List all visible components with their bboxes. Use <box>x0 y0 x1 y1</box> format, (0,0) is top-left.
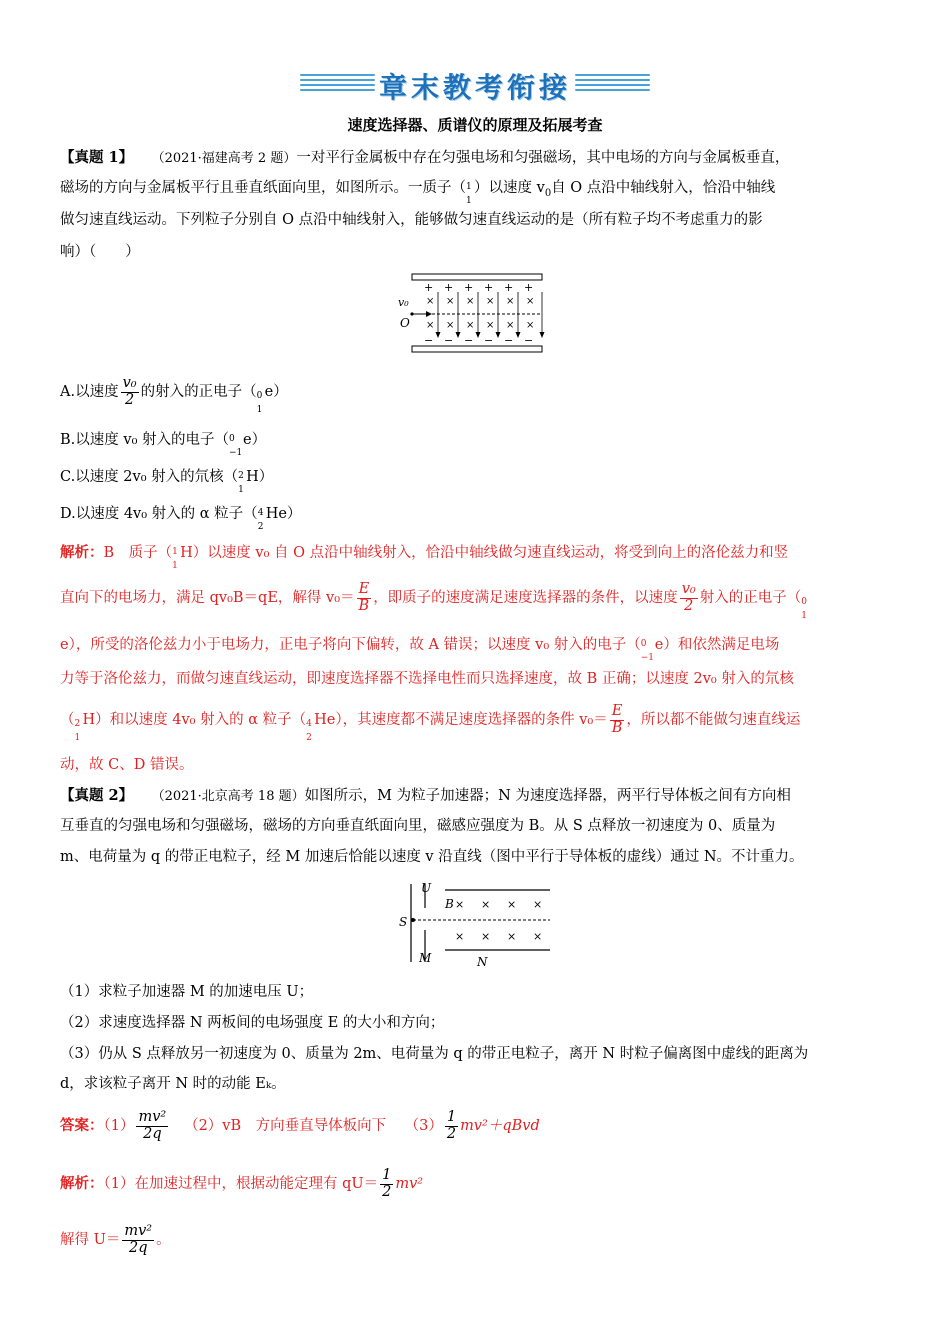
n-label: N <box>477 955 488 969</box>
q1-analysis-l6: 动，故 C、D 错误。 <box>60 757 194 773</box>
alpha-nuclide: 4 2 <box>257 508 264 532</box>
option-b-nuc: e） <box>243 432 267 448</box>
positron-nuclide: 0 1 <box>256 391 263 415</box>
option-a-nuc: e） <box>264 384 288 400</box>
magnetic-cross: × <box>426 296 435 307</box>
u-label: U <box>421 881 432 895</box>
q1-stem-line-1 <box>60 142 890 174</box>
s-label: S <box>399 915 408 929</box>
option-b-text: B.以速度 v₀ 射入的电子（ <box>60 432 229 448</box>
option-d-nuc: He） <box>265 506 302 522</box>
q1-analysis-line-2 <box>60 578 890 621</box>
m-label: M <box>419 951 432 965</box>
q1-analysis-label: 解析： <box>60 544 104 561</box>
banner-right-stripes <box>575 74 650 96</box>
v0-label: v₀ <box>398 296 409 309</box>
q1-velocity-selector-figure <box>392 272 552 356</box>
magnetic-cross: × <box>455 898 465 911</box>
field-arrowhead <box>436 332 441 338</box>
electron-nuclide-2: 0 −1 <box>640 639 655 663</box>
q2-part-3a: （3）仍从 S 点释放另一初速度为 0、质量为 2m、电荷量为 q 的带正电粒子，离开 N 时粒子偏离图中虚线的距离为 <box>60 1046 809 1062</box>
q1-analysis-l5d: ，所以都不能做匀速直线运 <box>626 712 801 728</box>
point-o <box>410 312 413 315</box>
option-c-nuc: H） <box>246 469 274 485</box>
magnetic-cross: × <box>466 320 475 331</box>
q2-part-2: （2）求速度选择器 N 两板间的电场强度 E 的大小和方向； <box>60 1015 445 1031</box>
q1-option-c[interactable] <box>60 462 890 493</box>
q1-analysis-l4: 力等于洛伦兹力，而做匀速直线运动，即速度选择器不选择电性而只选择速度，故 B 正确；以速度 2v₀ 射入的氘核 <box>60 671 794 687</box>
q1-analysis-l1b: H）以速度 v₀ 自 O 点沿中轴线射入，恰沿中轴线做匀速直线运动，将受到向上的洛伦兹力和竖 <box>180 545 789 561</box>
q2-analysis-den-2: 2q <box>128 1239 148 1256</box>
option-a-frac-den: 2 <box>124 391 135 408</box>
q2-analysis-num-2: mv² <box>124 1222 153 1239</box>
e-over-b-fraction-2 <box>610 704 625 737</box>
option-d-text: D.以速度 4v₀ 射入的 α 粒子（ <box>60 506 258 522</box>
answer-3-fraction <box>445 1110 458 1143</box>
q1-analysis-l5b: H）和以速度 4v₀ 射入的 α 粒子（ <box>82 712 307 728</box>
q2-answer <box>60 1104 890 1148</box>
q2-analysis-num-1: 1 <box>382 1166 392 1183</box>
plus-sign: + <box>504 281 514 294</box>
minus-sign: − <box>484 334 494 347</box>
proton-nuclide-2: 1 1 <box>172 547 178 571</box>
frac-v0: v₀ <box>681 580 696 597</box>
q1-analysis-l3b: e）和依然满足电场 <box>654 637 780 653</box>
q1-analysis-l5a: （ <box>60 712 75 728</box>
banner-left-stripes <box>300 74 375 96</box>
magnetic-cross: × <box>506 296 515 307</box>
q1-stem-e: 做匀速直线运动。下列粒子分别自 O 点沿中轴线射入，能够做匀速直线运动的是（所有粒子均不考虑重力的影 <box>60 212 763 228</box>
magnetic-cross: × <box>533 898 543 911</box>
top-plate <box>412 274 542 280</box>
plus-sign: + <box>424 281 434 294</box>
q2-analysis-line-1 <box>60 1162 890 1206</box>
q2-stem-a: 如图所示，M 为粒子加速器；N 为速度选择器，两平行导体板之间有方向相 <box>304 788 791 804</box>
q1-stem-line-2: 磁场的方向与金属板平行且垂直纸面向里，如图所示。一质子（ 1 1 ）以速度 $v_0$自 O 点沿中轴线射入，恰沿中轴线 <box>60 180 776 206</box>
option-a-post: 的射入的正电子（ <box>140 384 257 400</box>
q2-stem-b: 互垂直的匀强电场和匀强磁场，磁场的方向垂直纸面向里，磁感应强度为 B。从 S 点释放一初速度为 0、质量为 <box>60 818 776 834</box>
q1-stem-f: 响）（ ） <box>60 244 140 260</box>
magnetic-cross: × <box>486 320 495 331</box>
magnetic-cross: × <box>481 898 491 911</box>
proton-nuclide: 1 1 <box>466 182 472 206</box>
q1-analysis-l5c: He），其速度都不满足速度选择器的条件 v₀＝ <box>314 712 608 728</box>
q1-stem-a: 一对平行金属板中存在匀强电场和匀强磁场，其中电场的方向与金属板垂直， <box>296 150 790 166</box>
magnetic-cross: × <box>455 930 465 943</box>
frac-e: E <box>357 582 372 599</box>
q1-option-a[interactable] <box>60 372 890 415</box>
q1-label: 【真题 1】 <box>60 149 134 166</box>
q1-analysis-line-5 <box>60 700 890 743</box>
magnetic-cross: × <box>506 320 515 331</box>
q2-part-1: （1）求粒子加速器 M 的加速电压 U； <box>60 984 314 1000</box>
q1-stem-b: 磁场的方向与金属板平行且垂直纸面向里，如图所示。一质子（ <box>60 180 466 196</box>
deuteron-nuclide-2: 2 1 <box>74 719 81 743</box>
minus-sign: − <box>464 334 474 347</box>
banner-title: 章末教考衔接 <box>378 71 571 104</box>
q1-analysis-l1: B 质子（ <box>103 545 173 561</box>
q2-analysis-post-1: mv² <box>395 1176 424 1192</box>
magnetic-cross: × <box>507 930 517 943</box>
q1-analysis-l2a: 直向下的电场力，满足 qv₀B＝qE，解得 v₀＝ <box>60 590 355 606</box>
magnetic-cross: × <box>526 296 535 307</box>
magnetic-cross: × <box>426 320 435 331</box>
option-c-text: C.以速度 2v₀ 射入的氘核（ <box>60 469 239 485</box>
magnetic-cross: × <box>507 898 517 911</box>
magnetic-cross: × <box>533 930 543 943</box>
q1-analysis-l3: e），所受的洛伦兹力小于电场力，正电子将向下偏转，故 A 错误；以速度 v₀ 射入的电子（ <box>60 637 641 653</box>
answer-3-num: 1 <box>446 1108 457 1125</box>
q2-stem-c: m、电荷量为 q 的带正电粒子，经 M 加速后恰能以速度 v 沿直线（图中平行于导体板的虚线）通过 N。不计重力。 <box>60 849 804 865</box>
answer-1-prefix: （1） <box>103 1118 135 1134</box>
q2-analysis-fraction-2 <box>122 1224 154 1257</box>
section-subtitle: 速度选择器、质谱仪的原理及拓展考查 <box>347 116 603 134</box>
field-arrowhead <box>476 332 481 338</box>
q2-analysis-l1: （1）在加速过程中，根据动能定理有 qU＝ <box>103 1176 379 1192</box>
answer-label: 答案： <box>60 1117 104 1134</box>
magnetic-cross: × <box>446 296 455 307</box>
alpha-nuclide-2: 4 2 <box>306 719 312 743</box>
q1-analysis-l2c: 射入的正电子（ <box>699 590 802 606</box>
plus-sign: + <box>464 281 474 294</box>
deuteron-nuclide: 2 1 <box>238 471 244 495</box>
e-over-b-fraction <box>357 582 372 615</box>
q2-analysis-line-2 <box>60 1218 890 1262</box>
answer-1-fraction <box>136 1110 168 1143</box>
minus-sign: − <box>444 334 454 347</box>
answer-2: （2）vB 方向垂直导体板向下 <box>184 1118 387 1134</box>
q2-part-3b: d，求该粒子离开 N 时的动能 Eₖ。 <box>60 1076 286 1092</box>
option-a-prefix: A.以速度 <box>60 384 119 400</box>
magnetic-cross: × <box>466 296 475 307</box>
q2-analysis-fraction-1 <box>380 1168 393 1201</box>
frac-2: 2 <box>684 597 694 614</box>
q1-option-d[interactable] <box>60 499 890 530</box>
q2-accelerator-selector-figure <box>395 878 555 970</box>
o-label: O <box>400 316 410 330</box>
b-label: B <box>445 897 454 911</box>
plus-sign: + <box>444 281 454 294</box>
frac-b: B <box>358 597 370 614</box>
minus-sign: − <box>524 334 534 347</box>
answer-1-num: mv² <box>138 1108 167 1125</box>
velocity-arrowhead <box>426 311 432 317</box>
q1-stem-c: ）以速度 v <box>474 180 545 196</box>
q2-label: 【真题 2】 <box>60 787 134 804</box>
answer-1-den: 2q <box>143 1125 162 1142</box>
field-arrowhead <box>516 332 521 338</box>
plus-sign: + <box>484 281 494 294</box>
magnetic-cross: × <box>486 296 495 307</box>
q2-analysis-label: 解析： <box>60 1175 104 1192</box>
minus-sign: − <box>504 334 514 347</box>
electron-nuclide: 0 −1 <box>229 434 243 458</box>
q1-analysis-line-3 <box>60 630 890 661</box>
q1-stem-d: 自 O 点沿中轴线射入，恰沿中轴线 <box>551 180 776 196</box>
minus-sign: − <box>424 334 434 347</box>
frac-b-2: B <box>611 719 623 736</box>
frac-e-2: E <box>610 704 625 721</box>
q2-analysis-den-1: 2 <box>382 1183 392 1200</box>
option-a-frac-num: v₀ <box>122 374 137 391</box>
q2-source: （2021·北京高考 18 题） <box>151 789 305 804</box>
q2-stem-line-1 <box>60 780 890 812</box>
q1-source: （2021·福建高考 2 题） <box>151 151 297 166</box>
field-arrowhead <box>456 332 461 338</box>
answer-3-den: 2 <box>446 1125 457 1142</box>
magnetic-cross: × <box>526 320 535 331</box>
magnetic-cross: × <box>446 320 455 331</box>
q1-option-b[interactable] <box>60 425 890 456</box>
v0-over-2-fraction <box>680 582 698 615</box>
field-arrowhead <box>496 332 501 338</box>
q2-analysis-post-2: 。 <box>156 1232 171 1248</box>
q1-analysis-line-1 <box>60 537 890 569</box>
answer-3-post: mv²＋qBvd <box>460 1118 540 1134</box>
positron-nuclide-2: 0 1 <box>801 597 807 621</box>
plus-sign: + <box>524 281 534 294</box>
chapter-banner <box>300 66 650 106</box>
q2-analysis-l2: 解得 U＝ <box>60 1232 121 1248</box>
field-arrowhead <box>540 332 545 338</box>
magnetic-cross: × <box>481 930 491 943</box>
point-s <box>411 918 415 922</box>
q1-analysis-l2b: ，即质子的速度满足速度选择器的条件，以速度 <box>373 590 678 606</box>
answer-3-prefix: （3） <box>404 1118 443 1134</box>
option-a-fraction <box>121 376 139 409</box>
